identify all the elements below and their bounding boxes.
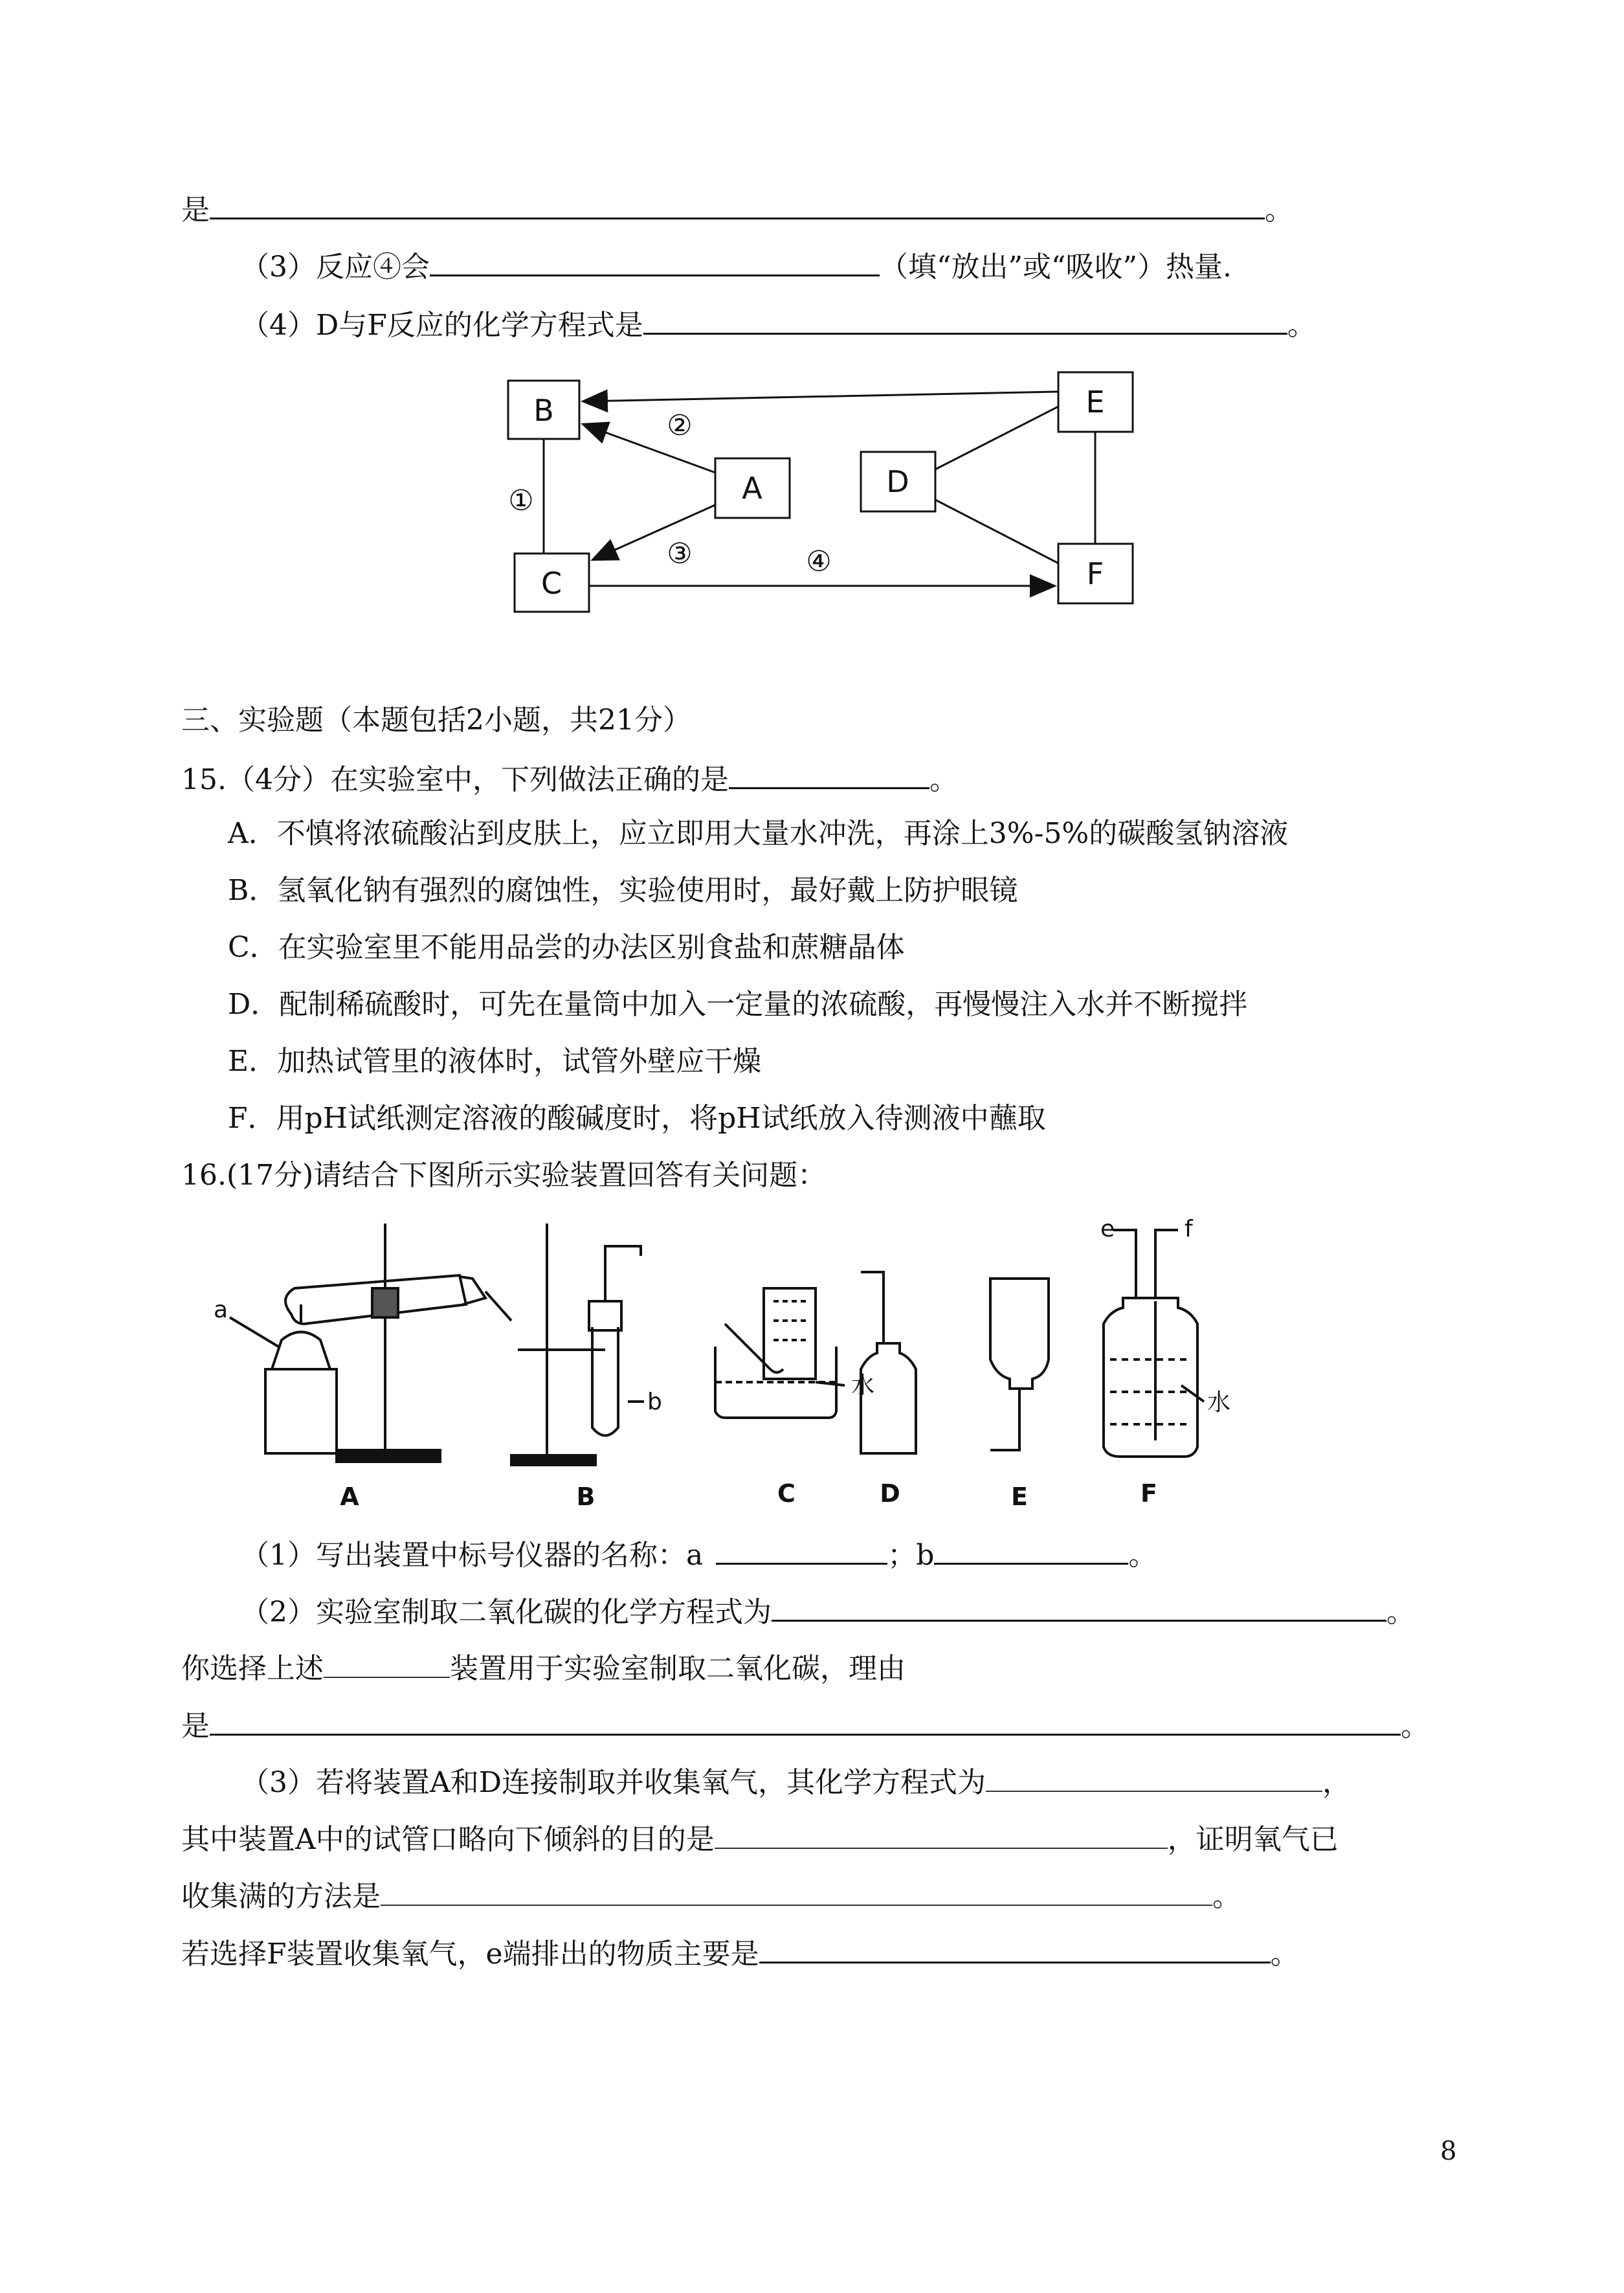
mark-b: b xyxy=(647,1389,662,1415)
answer-blank-a[interactable] xyxy=(716,1534,887,1565)
label-reaction-2: ② xyxy=(667,409,693,442)
question-16-3-method: 收集满的方法是 。 xyxy=(181,1876,1241,1915)
question-16-3-tilt: 其中装置A中的试管口略向下倾斜的目的是 ，证明氧气已 xyxy=(181,1819,1339,1858)
reaction-diagram xyxy=(492,363,1146,628)
answer-blank[interactable] xyxy=(715,1819,1168,1849)
question-16-1: （1）写出装置中标号仪器的名称：a ；b 。 xyxy=(241,1534,1157,1574)
node-f: F xyxy=(1086,556,1104,591)
option-c: C．在实验室里不能用品尝的办法区别食盐和蔗糖晶体 xyxy=(228,931,905,964)
question-16-2-choice: 你选择上述 装置用于实验室制取二氧化碳，理由 xyxy=(181,1648,906,1687)
apparatus-label-d: D xyxy=(880,1479,900,1508)
mark-water-f: 水 xyxy=(1207,1389,1231,1416)
option-a: A．不慎将浓硫酸沾到皮肤上，应立即用大量水冲洗，再涂上3%-5%的碳酸氢钠溶液 xyxy=(228,817,1289,850)
node-b: B xyxy=(533,393,554,428)
mark-water-c: 水 xyxy=(851,1372,875,1399)
answer-blank[interactable] xyxy=(986,1762,1322,1792)
answer-blank[interactable] xyxy=(772,1591,1386,1622)
question-16-3-f: 若选择F装置收集氧气，e端排出的物质主要是 。 xyxy=(181,1933,1299,1973)
answer-blank[interactable] xyxy=(210,189,1265,219)
question-15: 15.（4分）在实验室中，下列做法正确的是 。 xyxy=(181,759,958,798)
apparatus-label-f: F xyxy=(1140,1479,1157,1508)
question-16: 16.(17分)请结合下图所示实验装置回答有关问题： xyxy=(181,1159,827,1192)
apparatus-label-a: A xyxy=(340,1482,359,1511)
answer-blank[interactable] xyxy=(759,1933,1271,1963)
label-reaction-4: ④ xyxy=(806,545,832,578)
answer-blank[interactable] xyxy=(381,1876,1212,1906)
node-d: D xyxy=(886,464,909,499)
label-reaction-3: ③ xyxy=(667,537,693,570)
node-a: A xyxy=(742,471,762,506)
page-number: 8 xyxy=(1440,2136,1457,2166)
node-e: E xyxy=(1085,385,1105,419)
node-c: C xyxy=(540,566,562,601)
option-e: E．加热试管里的液体时，试管外壁应干燥 xyxy=(228,1045,762,1078)
answer-blank[interactable] xyxy=(643,304,1287,335)
answer-blank[interactable] xyxy=(324,1648,450,1678)
mark-e: e xyxy=(1100,1217,1115,1242)
question-16-3: （3）若将装置A和D连接制取并收集氧气，其化学方程式为 ， xyxy=(241,1762,1351,1801)
apparatus-label-b: B xyxy=(576,1482,595,1511)
mark-a: a xyxy=(214,1297,228,1323)
label-reaction-1: ① xyxy=(508,484,534,517)
mark-f: f xyxy=(1185,1217,1193,1242)
continuation-line: 是 。 xyxy=(181,189,1293,229)
question-14-3: （3）反应④会 （填“放出”或“吸收”）热量. xyxy=(241,246,1232,285)
section-3-heading: 三、实验题（本题包括2小题，共21分） xyxy=(181,704,691,737)
question-16-2-reason: 是 。 xyxy=(181,1705,1429,1745)
answer-blank[interactable] xyxy=(210,1705,1401,1736)
answer-blank[interactable] xyxy=(430,246,880,276)
option-f: F．用pH试纸测定溶液的酸碱度时，将pH试纸放入待测液中蘸取 xyxy=(228,1102,1046,1135)
apparatus-label-c: C xyxy=(777,1479,795,1508)
question-14-4: （4）D与F反应的化学方程式是 。 xyxy=(241,304,1316,344)
lab-apparatus-figure xyxy=(214,1217,1398,1528)
apparatus-label-e: E xyxy=(1011,1482,1028,1511)
answer-blank-b[interactable] xyxy=(934,1534,1128,1565)
answer-blank[interactable] xyxy=(729,759,929,789)
question-16-2: （2）实验室制取二氧化碳的化学方程式为 。 xyxy=(241,1591,1415,1631)
option-b: B．氢氧化钠有强烈的腐蚀性，实验使用时，最好戴上防护眼镜 xyxy=(228,874,1018,907)
option-d: D．配制稀硫酸时，可先在量筒中加入一定量的浓硫酸，再慢慢注入水并不断搅拌 xyxy=(228,988,1248,1021)
